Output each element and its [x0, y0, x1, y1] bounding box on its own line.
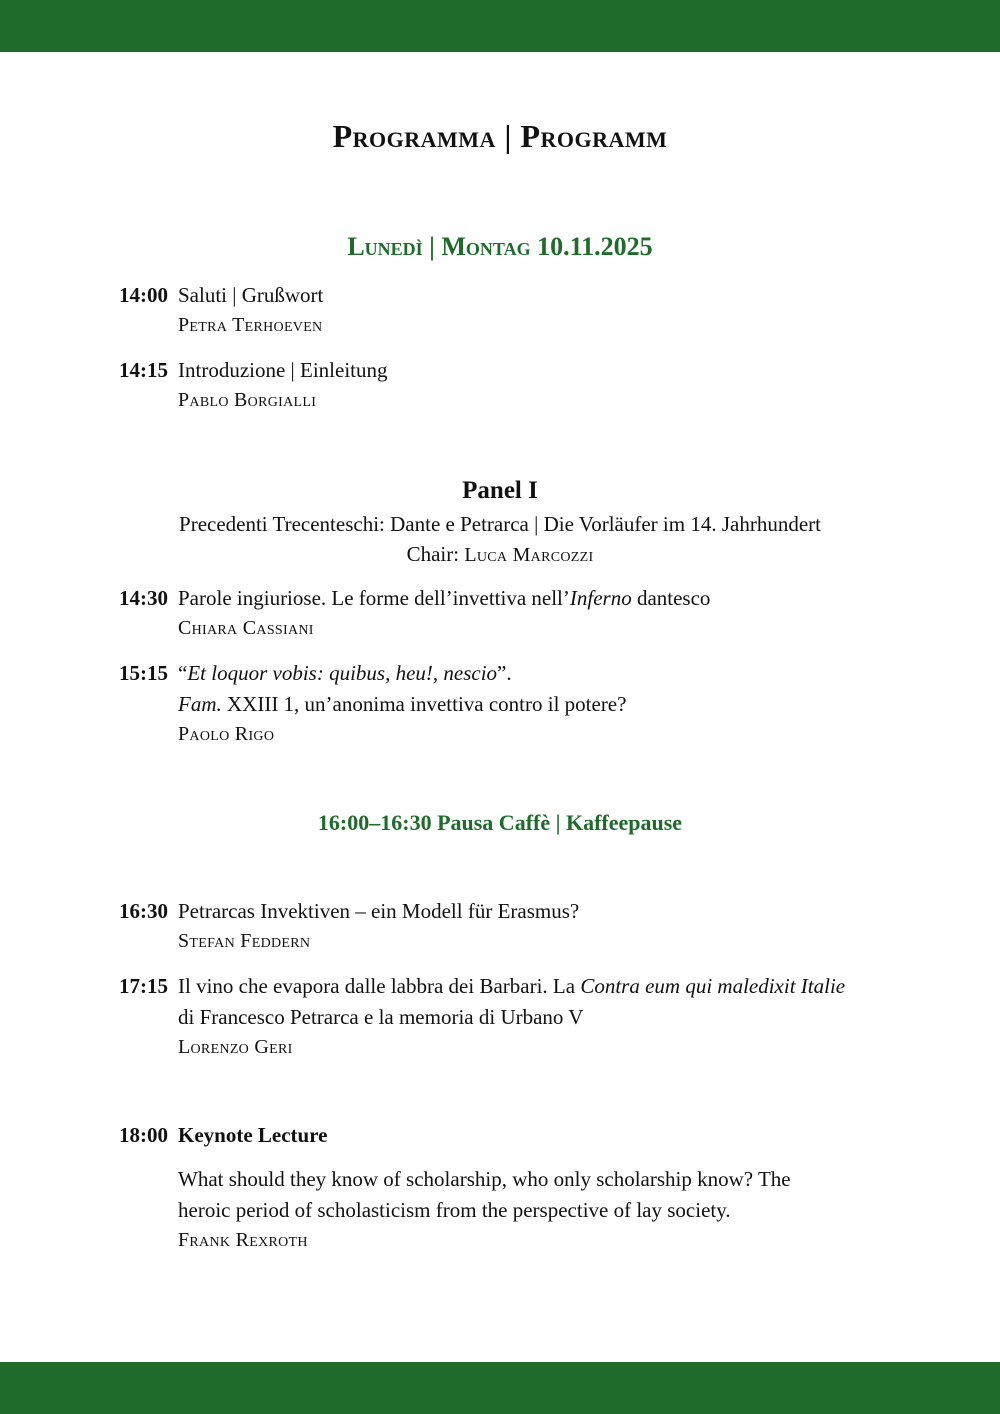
keynote-title-line2: heroic period of scholasticism from the perspective of lay society.	[178, 1198, 731, 1222]
item-time: 16:30	[119, 899, 168, 923]
item-title: “Et loquor vobis: quibus, heu!, nescio”.	[178, 661, 512, 685]
keynote-title: What should they know of scholarship, who only scholarship know? The	[178, 1167, 791, 1191]
item-speaker: Pablo Borgialli	[178, 389, 317, 411]
item-speaker: Chiara Cassiani	[178, 617, 314, 639]
item-title: Petrarcas Invektiven – ein Modell für Erasmus?	[178, 899, 580, 923]
item-speaker: Frank Rexroth	[178, 1229, 308, 1251]
item-time: 18:00	[119, 1123, 168, 1147]
item-time: 14:30	[119, 586, 168, 610]
coffee-break: 16:00–16:30 Pausa Caffè | Kaffeepause	[317, 810, 683, 835]
item-title: Introduzione | Einleitung	[178, 358, 388, 382]
item-speaker: Stefan Feddern	[178, 930, 311, 952]
item-title: Parole ingiuriose. Le forme dell’invettiva nell’Inferno dantesco	[178, 586, 711, 610]
item-speaker: Paolo Rigo	[178, 723, 275, 745]
item-title: Saluti | Grußwort	[178, 283, 324, 307]
item-title-line2: Fam. XXIII 1, un’anonima invettiva contro il potere?	[178, 692, 627, 716]
item-speaker: Lorenzo Geri	[178, 1036, 293, 1058]
panel-title: Panel I	[462, 477, 538, 504]
top-color-band	[0, 0, 1000, 52]
item-time: 15:15	[119, 661, 168, 685]
item-time: 17:15	[119, 974, 168, 998]
item-time: 14:15	[119, 358, 168, 382]
item-time: 14:00	[119, 283, 168, 307]
chair-label: Chair:	[406, 542, 460, 566]
item-title-line2: di Francesco Petrarca e la memoria di Urbano V	[178, 1005, 584, 1029]
keynote-heading: Keynote Lecture	[178, 1123, 328, 1147]
item-speaker: Petra Terhoeven	[178, 314, 323, 336]
panel-chair	[0, 542, 1000, 567]
day-heading: Lunedì | Montag 10.11.2025	[347, 232, 653, 261]
chair-name: Luca Marcozzi	[464, 544, 594, 566]
bottom-color-band	[0, 1362, 1000, 1414]
item-title: Il vino che evapora dalle labbra dei Barbari. La Contra eum qui maledixit Italie	[178, 974, 846, 998]
panel-subtitle: Precedenti Trecenteschi: Dante e Petrarca | Die Vorläufer im 14. Jahrhundert	[179, 512, 821, 536]
page-title: Programma | Programm	[332, 118, 668, 154]
